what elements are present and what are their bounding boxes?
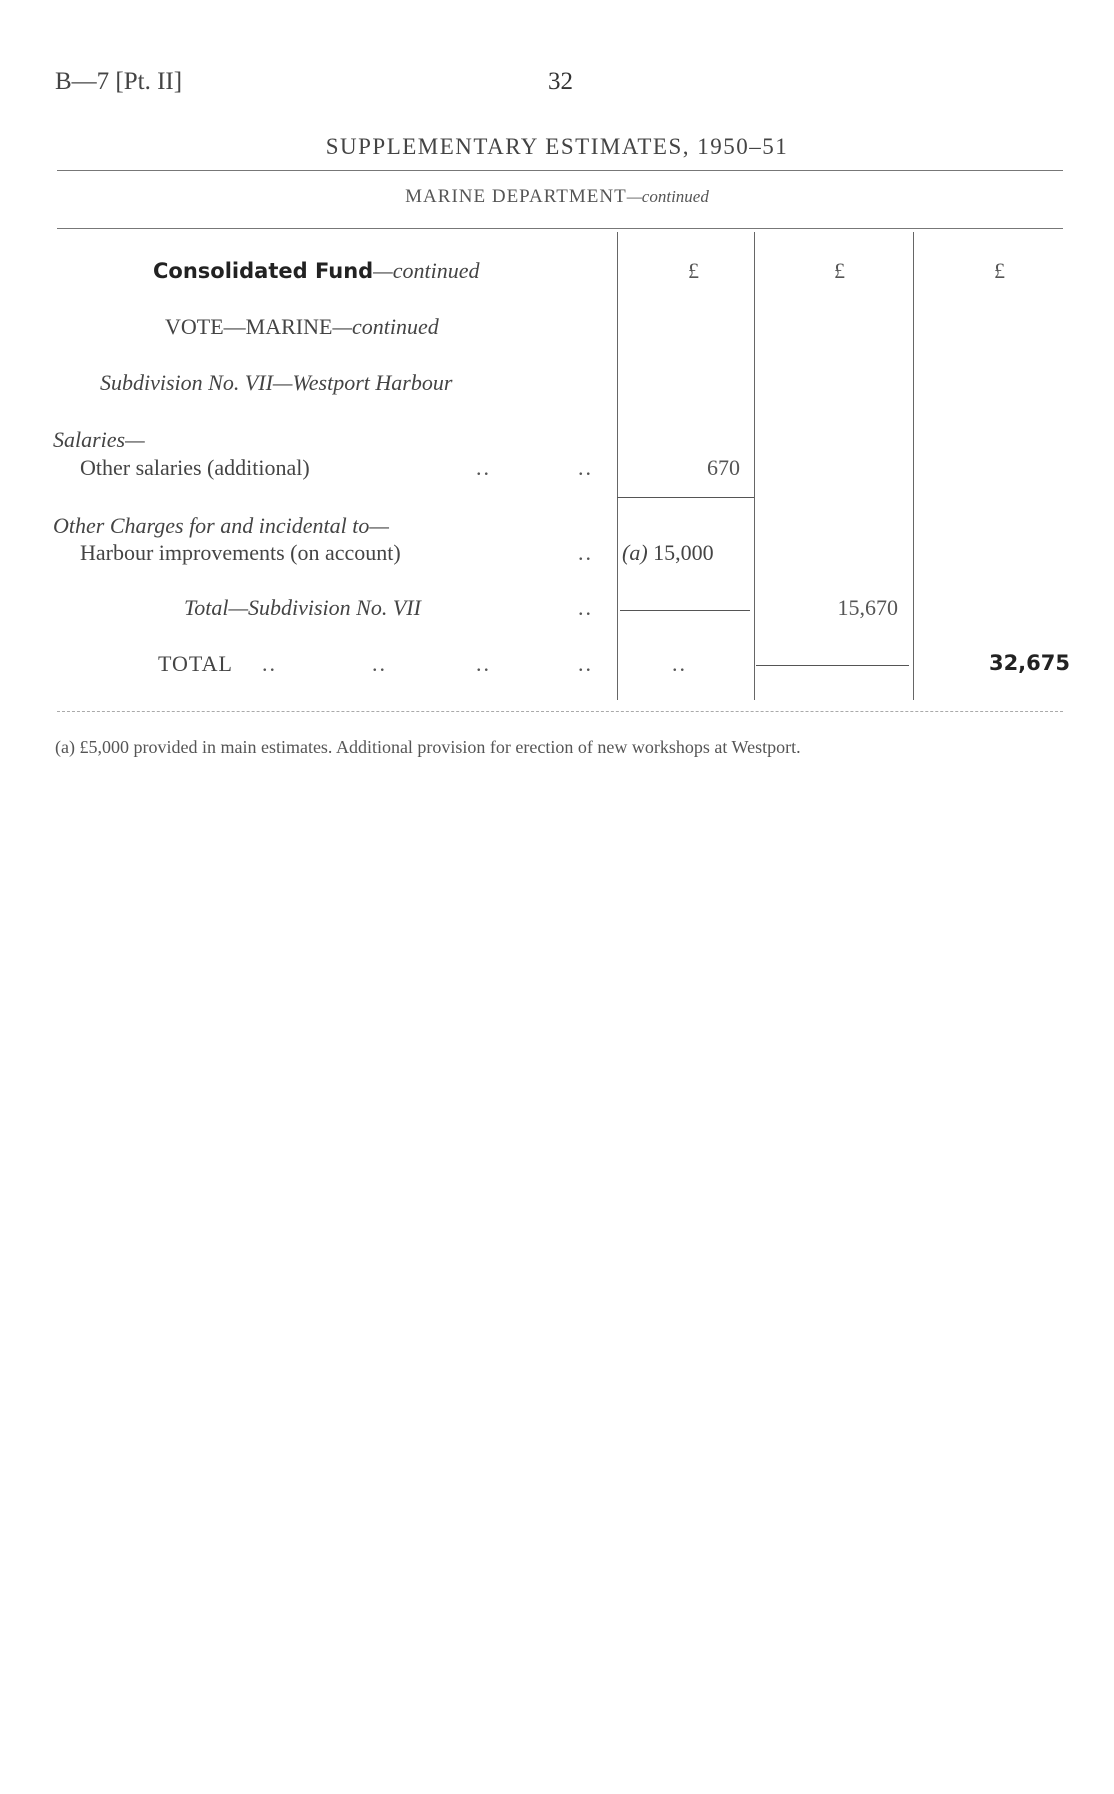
fund-heading: [153, 258, 480, 284]
column-3-currency: £: [994, 258, 1005, 283]
subtotal-label: Total—Subdivision No. VII: [184, 595, 421, 620]
fund-name: Consolidated Fund: [153, 259, 374, 283]
other-charges-heading: Other Charges for and incidental to—: [53, 513, 389, 538]
page-number: 32: [548, 68, 573, 95]
leader-dots: ..: [578, 455, 593, 480]
table-bottom-rule: [57, 711, 1063, 712]
department-heading: [0, 186, 1114, 208]
vote-suffix: —continued: [332, 314, 439, 339]
leader-dots: ..: [476, 651, 491, 676]
fund-suffix: —continued: [373, 258, 480, 283]
harbour-improvements-label: Harbour improvements (on account): [80, 540, 401, 565]
salaries-heading: Salaries—: [53, 427, 145, 452]
subtotal-amount: 15,670: [837, 595, 898, 620]
harbour-amount-cell: [622, 540, 714, 566]
salaries-underline: [617, 497, 754, 498]
vote-name: VOTE—MARINE: [165, 314, 333, 339]
leader-dots: ..: [578, 651, 593, 676]
department-name: MARINE DEPARTMENT: [405, 186, 627, 207]
total-label: TOTAL: [158, 651, 233, 676]
title-rule: [57, 170, 1063, 171]
department-suffix: —continued: [626, 187, 709, 206]
footnote: (a) £5,000 provided in main estimates. Additional provision for erection of new workshops at Westport.: [55, 737, 801, 757]
total-amount: 32,675: [988, 651, 1070, 675]
department-rule: [57, 228, 1063, 229]
harbour-improvements-amount: 15,000: [653, 540, 714, 565]
vote-heading: [165, 314, 439, 340]
footnote-reference: (a): [622, 540, 648, 565]
page-title: SUPPLEMENTARY ESTIMATES, 1950–51: [325, 134, 789, 159]
leader-dots: ..: [578, 595, 593, 620]
leader-dots: ..: [372, 651, 387, 676]
column-divider-3: [913, 232, 914, 700]
other-salaries-amount: 670: [707, 455, 740, 480]
leader-dots: ..: [578, 540, 593, 565]
column-divider-2: [754, 232, 755, 700]
column-2-currency: £: [834, 258, 845, 283]
document-reference: B—7 [Pt. II]: [55, 68, 183, 95]
leader-dots: ..: [262, 651, 277, 676]
column-1-currency: £: [688, 258, 699, 283]
other-salaries-label: Other salaries (additional): [80, 455, 310, 480]
column-divider-1: [617, 232, 618, 700]
subtotal-rule: [620, 610, 750, 611]
leader-dots: ..: [476, 455, 491, 480]
subdivision-heading: Subdivision No. VII—Westport Harbour: [100, 370, 453, 395]
empty-cell-dots: ..: [672, 651, 687, 676]
total-rule: [756, 665, 909, 666]
